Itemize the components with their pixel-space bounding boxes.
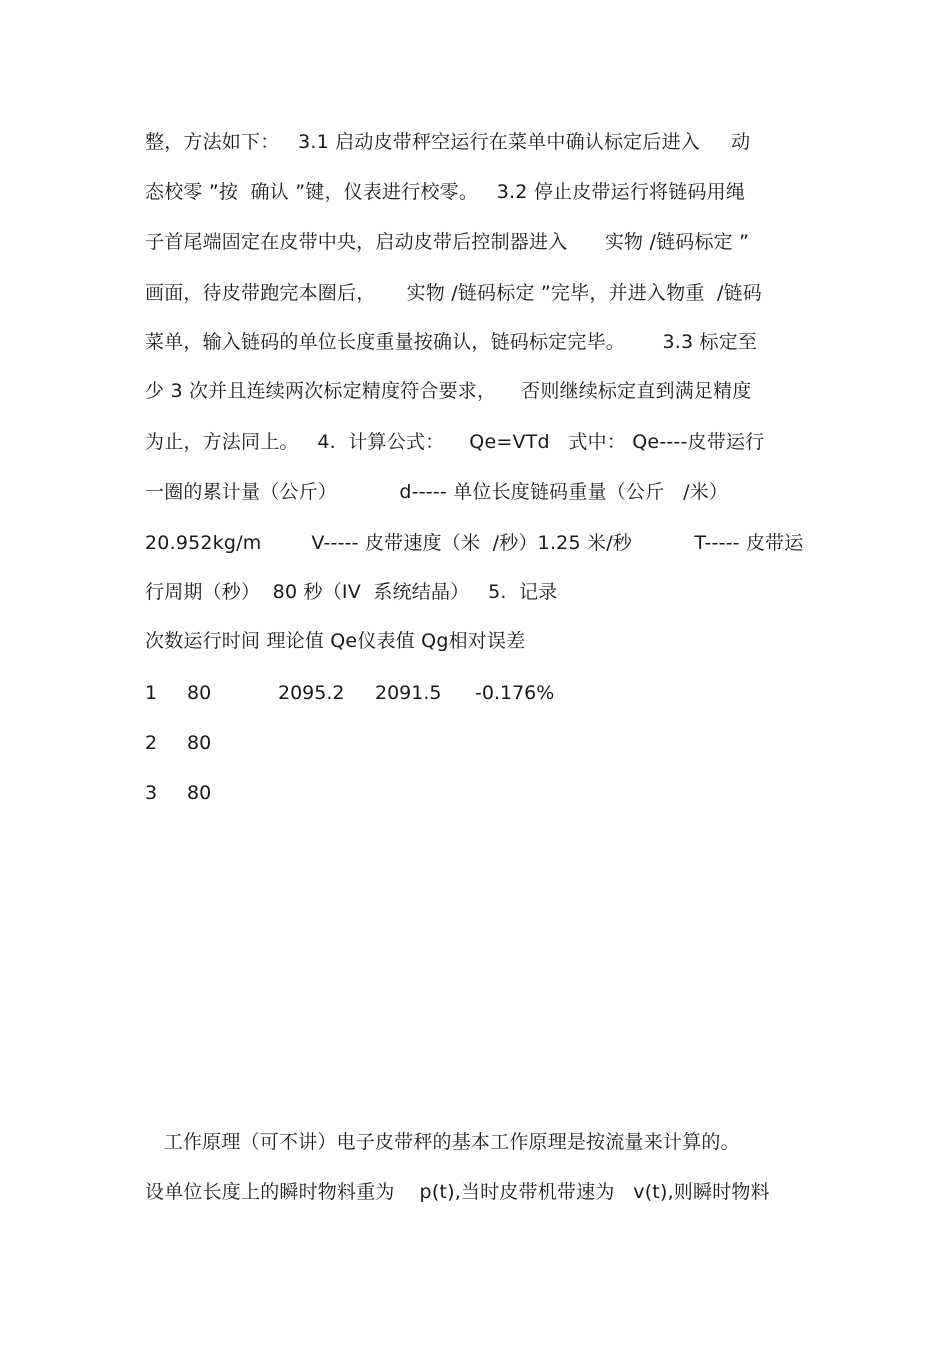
text-line: 态校零 ”按 确认 ”键，仪表进行校零。 3.2 停止皮带运行将链码用绳	[145, 181, 746, 203]
text-line: 20.952kg/m V----- 皮带速度（米 /秒）1.25 米/秒 T----- 皮带运	[145, 532, 804, 554]
table-cell-qg: 2091.5	[375, 682, 442, 704]
table-header: 次数运行时间 理论值 Qe仪表值 Qg相对误差	[145, 630, 526, 652]
table-cell-time: 80	[187, 782, 212, 804]
text-line: 工作原理（可不讲）电子皮带秤的基本工作原理是按流量来计算的。	[145, 1131, 740, 1153]
text-line: 设单位长度上的瞬时物料重为 p(t),当时皮带机带速为 v(t),则瞬时物料	[145, 1181, 770, 1203]
table-cell-time: 80	[187, 682, 212, 704]
text-line: 行周期（秒） 80 秒（IV 系统结晶） 5. 记录	[145, 581, 558, 603]
table-cell-count: 1	[145, 682, 158, 704]
table-cell-error: -0.176%	[475, 682, 555, 704]
table-cell-time: 80	[187, 732, 212, 754]
text-line: 一圈的累计量（公斤） d----- 单位长度链码重量（公斤 /米）	[145, 481, 729, 503]
table-cell-count: 2	[145, 732, 158, 754]
table-cell-qe: 2095.2	[278, 682, 345, 704]
text-line: 画面，待皮带跑完本圈后， 实物 /链码标定 ”完毕，并进入物重 /链码	[145, 282, 763, 304]
text-line: 菜单，输入链码的单位长度重量按确认，链码标定完毕。 3.3 标定至	[145, 331, 758, 353]
text-line: 整，方法如下： 3.1 启动皮带秤空运行在菜单中确认标定后进入 动	[145, 131, 751, 153]
text-line: 子首尾端固定在皮带中央，启动皮带后控制器进入 实物 /链码标定 ”	[145, 231, 750, 253]
text-line: 为止，方法同上。 4. 计算公式： Qe=VTd 式中： Qe----皮带运行	[145, 431, 765, 453]
table-cell-count: 3	[145, 782, 158, 804]
text-line: 少 3 次并且连续两次标定精度符合要求， 否则继续标定直到满足精度	[145, 380, 752, 402]
